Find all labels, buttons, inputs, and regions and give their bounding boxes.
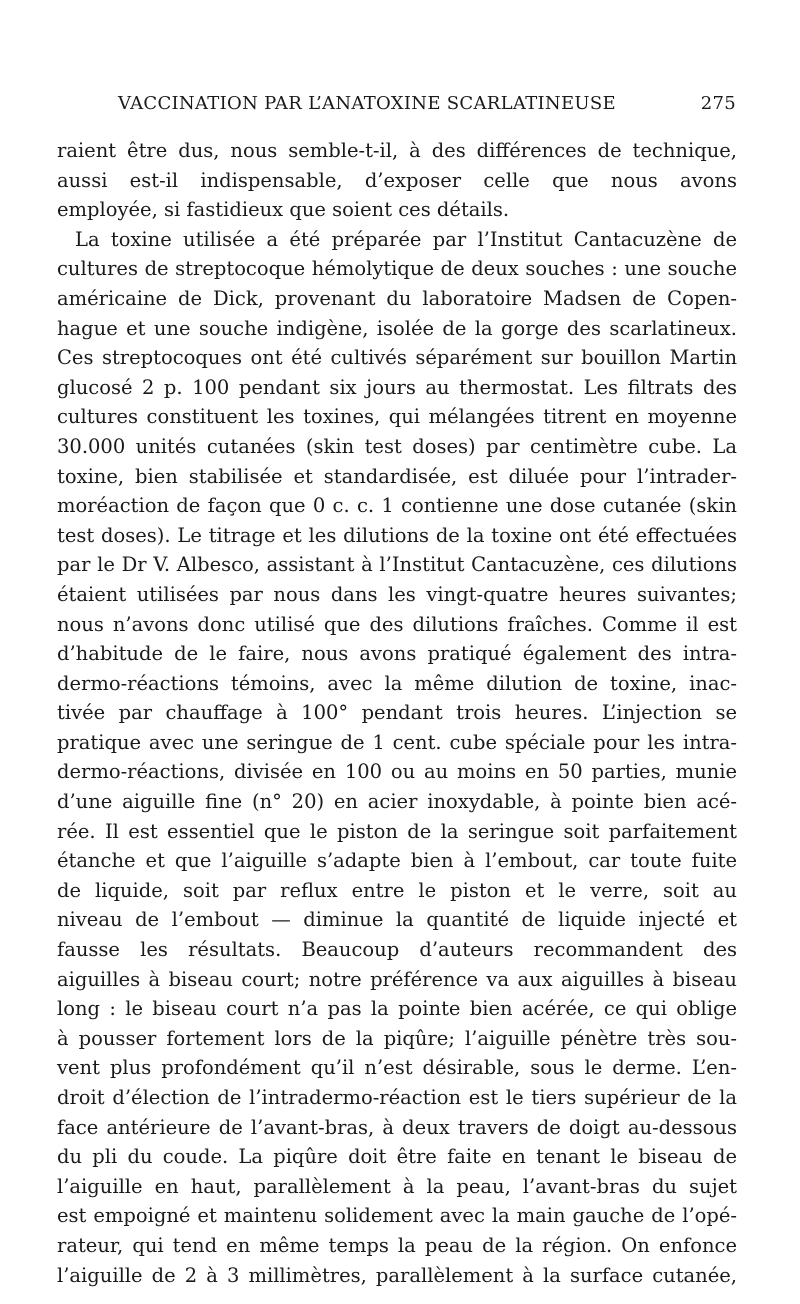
text-line: est empoigné et maintenu solidement avec la main gauche de l’opé- <box>57 1204 737 1228</box>
text-line: étaient utilisées par nous dans les vingt-quatre heures suivantes; <box>57 582 737 606</box>
text-line: étanche et que l’aiguille s’adapte bien à l’embout, car toute fuite <box>57 849 737 873</box>
text-line: hague et une souche indigène, isolée de la gorge des scarlatineux. <box>57 316 737 340</box>
text-line: cultures constituent les toxines, qui mélangées titrent en moyenne <box>57 405 737 429</box>
text-line: l’aiguille de 2 à 3 millimètres, parallèlement à la surface cutanée, <box>57 1263 737 1287</box>
text-line: l’aiguille en haut, parallèlement à la peau, l’avant-bras du sujet <box>57 1174 737 1198</box>
text-line: niveau de l’embout — diminue la quantité de liquide injecté et <box>57 908 737 932</box>
text-line: à pousser fortement lors de la piqûre; l’aiguille pénètre très sou- <box>57 1026 737 1050</box>
text-line: glucosé 2 p. 100 pendant six jours au thermostat. Les filtrats des <box>57 375 737 399</box>
text-line: 30.000 unités cutanées (skin test doses) par centimètre cube. La <box>57 434 737 458</box>
text-line: vent plus profondément qu’il n’est désirable, sous le derme. L’en- <box>57 1056 737 1080</box>
text-line: toxine, bien stabilisée et standardisée, est diluée pour l’intrader- <box>57 464 737 488</box>
text-line: américaine de Dick, provenant du laboratoire Madsen de Copen- <box>57 286 737 310</box>
text-line: moréaction de façon que 0 c. c. 1 contienne une dose cutanée (skin <box>57 494 737 518</box>
text-line: test doses). Le titrage et les dilutions de la toxine ont été effectuées <box>57 523 737 547</box>
text-line: cultures de streptocoque hémolytique de deux souches : une souche <box>57 257 737 281</box>
text-line: nous n’avons donc utilisé que des dilutions fraîches. Comme il est <box>57 612 737 636</box>
text-line: aussi est-il indispensable, d’exposer celle que nous avons <box>57 168 737 192</box>
text-line: rée. Il est essentiel que le piston de la seringue soit parfaitement <box>57 819 737 843</box>
body-text <box>57 136 737 1290</box>
text-line: rateur, qui tend en même temps la peau de la région. On enfonce <box>57 1233 737 1257</box>
page-number: 275 <box>700 93 736 114</box>
text-line: dermo-réactions témoins, avec la même dilution de toxine, inac- <box>57 671 737 695</box>
text-line: fausse les résultats. Beaucoup d’auteurs recommandent des <box>57 938 737 962</box>
text-line: de liquide, soit par reflux entre le piston et le verre, soit au <box>57 878 737 902</box>
running-header <box>118 93 736 121</box>
text-line: aiguilles à biseau court; notre préférence va aux aiguilles à biseau <box>57 967 737 991</box>
text-line: d’habitude de le faire, nous avons pratiqué également des intra- <box>57 642 737 666</box>
running-title: VACCINATION PAR L’ANATOXINE SCARLATINEUSE <box>118 93 616 114</box>
text-line: d’une aiguille fine (n° 20) en acier inoxydable, à pointe bien acé- <box>57 790 737 814</box>
text-line: employée, si fastidieux que soient ces détails. <box>57 198 510 222</box>
text-line: par le Dr V. Albesco, assistant à l’Institut Cantacuzène, ces dilutions <box>57 553 737 577</box>
text-line: pratique avec une seringue de 1 cent. cube spéciale pour les intra- <box>57 730 737 754</box>
text-line: dermo-réactions, divisée en 100 ou au moins en 50 parties, munie <box>57 760 737 784</box>
text-line: raient être dus, nous semble-t-il, à des différences de technique, <box>57 139 737 162</box>
text-line: La toxine utilisée a été préparée par l’Institut Cantacuzène de <box>75 227 737 251</box>
text-line: long : le biseau court n’a pas la pointe bien acérée, ce qui oblige <box>57 997 737 1021</box>
text-line: Ces streptocoques ont été cultivés séparément sur bouillon Martin <box>57 346 737 370</box>
text-line: face antérieure de l’avant-bras, à deux travers de doigt au-dessous <box>57 1115 737 1139</box>
text-line: tivée par chauffage à 100° pendant trois heures. L’injection se <box>57 701 737 725</box>
text-line: du pli du coude. La piqûre doit être faite en tenant le biseau de <box>57 1145 737 1169</box>
text-line: droit d’élection de l’intradermo-réaction est le tiers supérieur de la <box>57 1086 737 1109</box>
